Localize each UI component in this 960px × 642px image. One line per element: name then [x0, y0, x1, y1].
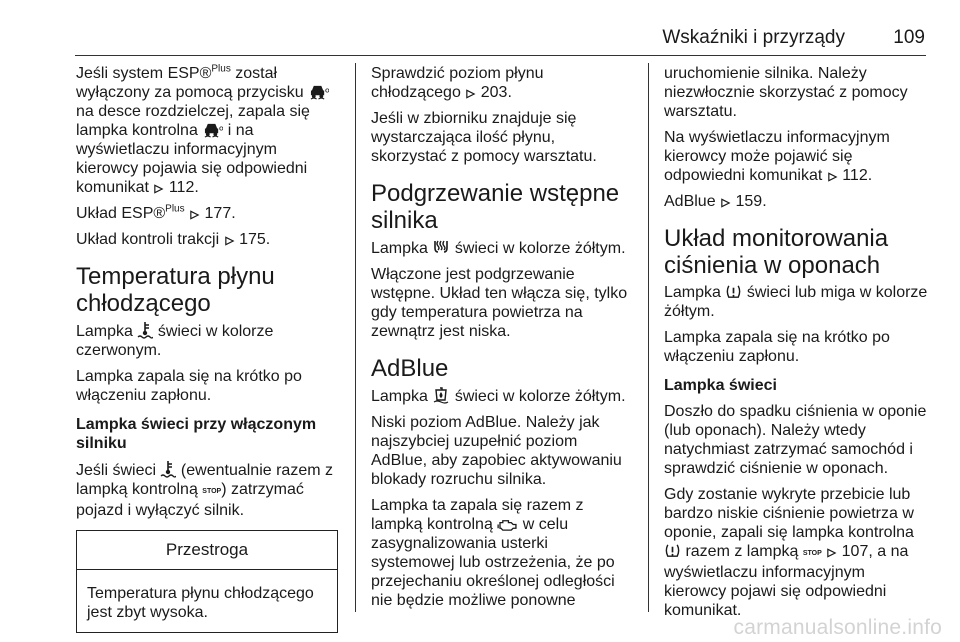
- page-number: 109: [893, 27, 925, 48]
- column-1: [76, 64, 338, 633]
- esp-off-icon: [202, 121, 223, 138]
- glow-plug-icon: [432, 238, 450, 256]
- watermark: carmanualsonline.info: [733, 616, 942, 639]
- engine-warning-icon: [497, 517, 518, 532]
- traction-control-paragraph: Układ kontroli trakcji 175.: [76, 231, 271, 248]
- preheat-paragraph-2: Włączone jest podgrzewanie wstępne. Układ ten włącza się, tylko gdy temperatura powietrza na zewnątrz jest niska.: [371, 266, 628, 340]
- page-reference[interactable]: 159.: [735, 193, 767, 210]
- coolant-heading: Temperatura płynu chłodzącego: [76, 263, 275, 317]
- adblue-heading: AdBlue: [371, 355, 449, 382]
- adblue-paragraph-2: Niski poziom AdBlue. Należy jak najszybciej uzupełnić poziom AdBlue, aby zapobiec aktywowaniu blokady rozruchu silnika.: [371, 414, 622, 488]
- reference-arrow-icon: [189, 209, 200, 221]
- display-message-paragraph: Na wyświetlaczu informacyjnym kierowcy może pojawić się odpowiedni komunikat 112.: [664, 129, 890, 184]
- stop-icon: STOP: [202, 488, 222, 495]
- page-header: [0, 0, 960, 56]
- page-reference[interactable]: 112.: [168, 179, 199, 196]
- coolant-paragraph-2: Lampka zapala się na krótko po włączeniu zapłonu.: [76, 368, 302, 404]
- tpms-subheading: Lampka świeci: [664, 377, 777, 394]
- esp-off-icon: [308, 83, 329, 100]
- page-reference[interactable]: 203.: [480, 84, 512, 101]
- caution-body: [77, 570, 337, 632]
- column-divider-1: [355, 63, 356, 612]
- caution-text: Temperatura płynu chłodzącego jest zbyt wysoka.: [87, 585, 314, 621]
- page-reference[interactable]: 107: [841, 543, 869, 560]
- column-2: [371, 64, 633, 617]
- tyre-pressure-icon: [664, 542, 681, 559]
- adblue-paragraph-3: Lampka ta zapala się razem z lampką kontrolną w celu zasygnalizowania usterki systemowej lub ostrzeżenia, że po przejechaniu określonej odległości nie będzie możliwe ponowne: [371, 497, 615, 609]
- stop-icon: STOP: [802, 550, 822, 557]
- tpms-heading: Układ monitorowania ciśnienia w oponach: [664, 225, 889, 279]
- caution-title: Przestroga: [77, 531, 337, 570]
- reference-arrow-icon: [827, 171, 838, 183]
- coolant-temperature-icon: [160, 460, 176, 478]
- column-divider-2: [648, 63, 649, 612]
- tpms-paragraph-4: Gdy zostanie wykryte przebicie lub bardzo niskie ciśnienie powietrza w oponie, zapali się lampka kontrolna razem z lampką STOP 107, a na wyświetlaczu informacyjnym kierowcy pojawi się odpowiedni komunikat.: [664, 486, 914, 619]
- coolant-check-paragraph: Sprawdzić poziom płynu chłodzącego 203.: [371, 65, 544, 101]
- reference-arrow-icon: [224, 235, 235, 247]
- esp-paragraph: Jeśli system ESP®$^{Plus}$ został wyłączony za pomocą przycisku na desce rozdzielczej, zapala się lampka kontrolna i na wyświetlaczu informacyjnym kierowcy pojawia się odpowiedni komunikat 112.: [76, 64, 338, 197]
- esp-reference-paragraph: Układ ESP®$^{Plus}$ 177.: [76, 203, 236, 222]
- reference-arrow-icon: [826, 547, 837, 559]
- coolant-workshop-paragraph: Jeśli w zbiorniku znajduje się wystarczająca ilość płynu, skorzystać z pomocy warsztatu.: [371, 110, 597, 165]
- page-reference[interactable]: 175.: [239, 231, 271, 248]
- tpms-paragraph-1: Lampka świeci lub miga w kolorze żółtym.: [664, 284, 928, 320]
- column-3: [664, 64, 930, 627]
- header-title: Wskaźniki i przyrządy: [662, 27, 845, 48]
- reference-arrow-icon: [465, 88, 476, 100]
- coolant-paragraph-1: Lampka świeci w kolorze czerwonym.: [76, 323, 274, 359]
- adblue-reference-paragraph: AdBlue 159.: [664, 193, 767, 210]
- preheat-paragraph-1: Lampka świeci w kolorze żółtym.: [371, 240, 626, 257]
- preheat-heading: Podgrzewanie wstępne silnika: [371, 180, 620, 234]
- engine-restart-paragraph: uruchomienie silnika. Należy niezwłocznie skorzystać z pomocy warsztatu.: [664, 65, 908, 120]
- tpms-paragraph-3: Doszło do spadku ciśnienia w oponie (lub oponach). Należy wtedy natychmiast zatrzymać samochód i sprawdzić ciśnienie w oponach.: [664, 403, 927, 477]
- header-rule: [75, 55, 926, 56]
- page-reference[interactable]: 177.: [204, 205, 236, 222]
- adblue-paragraph-1: Lampka świeci w kolorze żółtym.: [371, 388, 626, 405]
- coolant-subheading: Lampka świeci przy włączonym silniku: [76, 416, 317, 452]
- reference-arrow-icon: [153, 183, 164, 195]
- reference-arrow-icon: [720, 197, 731, 209]
- page-reference[interactable]: 112.: [842, 167, 873, 184]
- adblue-icon: [432, 386, 450, 404]
- tyre-pressure-icon: [725, 283, 742, 300]
- coolant-temperature-icon: [137, 321, 153, 339]
- coolant-paragraph-3: Jeśli świeci (ewentualnie razem z lampką kontrolną STOP) zatrzymać pojazd i wyłączyć silnik.: [76, 462, 333, 519]
- tpms-paragraph-2: Lampka zapala się na krótko po włączeniu zapłonu.: [664, 329, 890, 365]
- caution-box: [76, 530, 338, 633]
